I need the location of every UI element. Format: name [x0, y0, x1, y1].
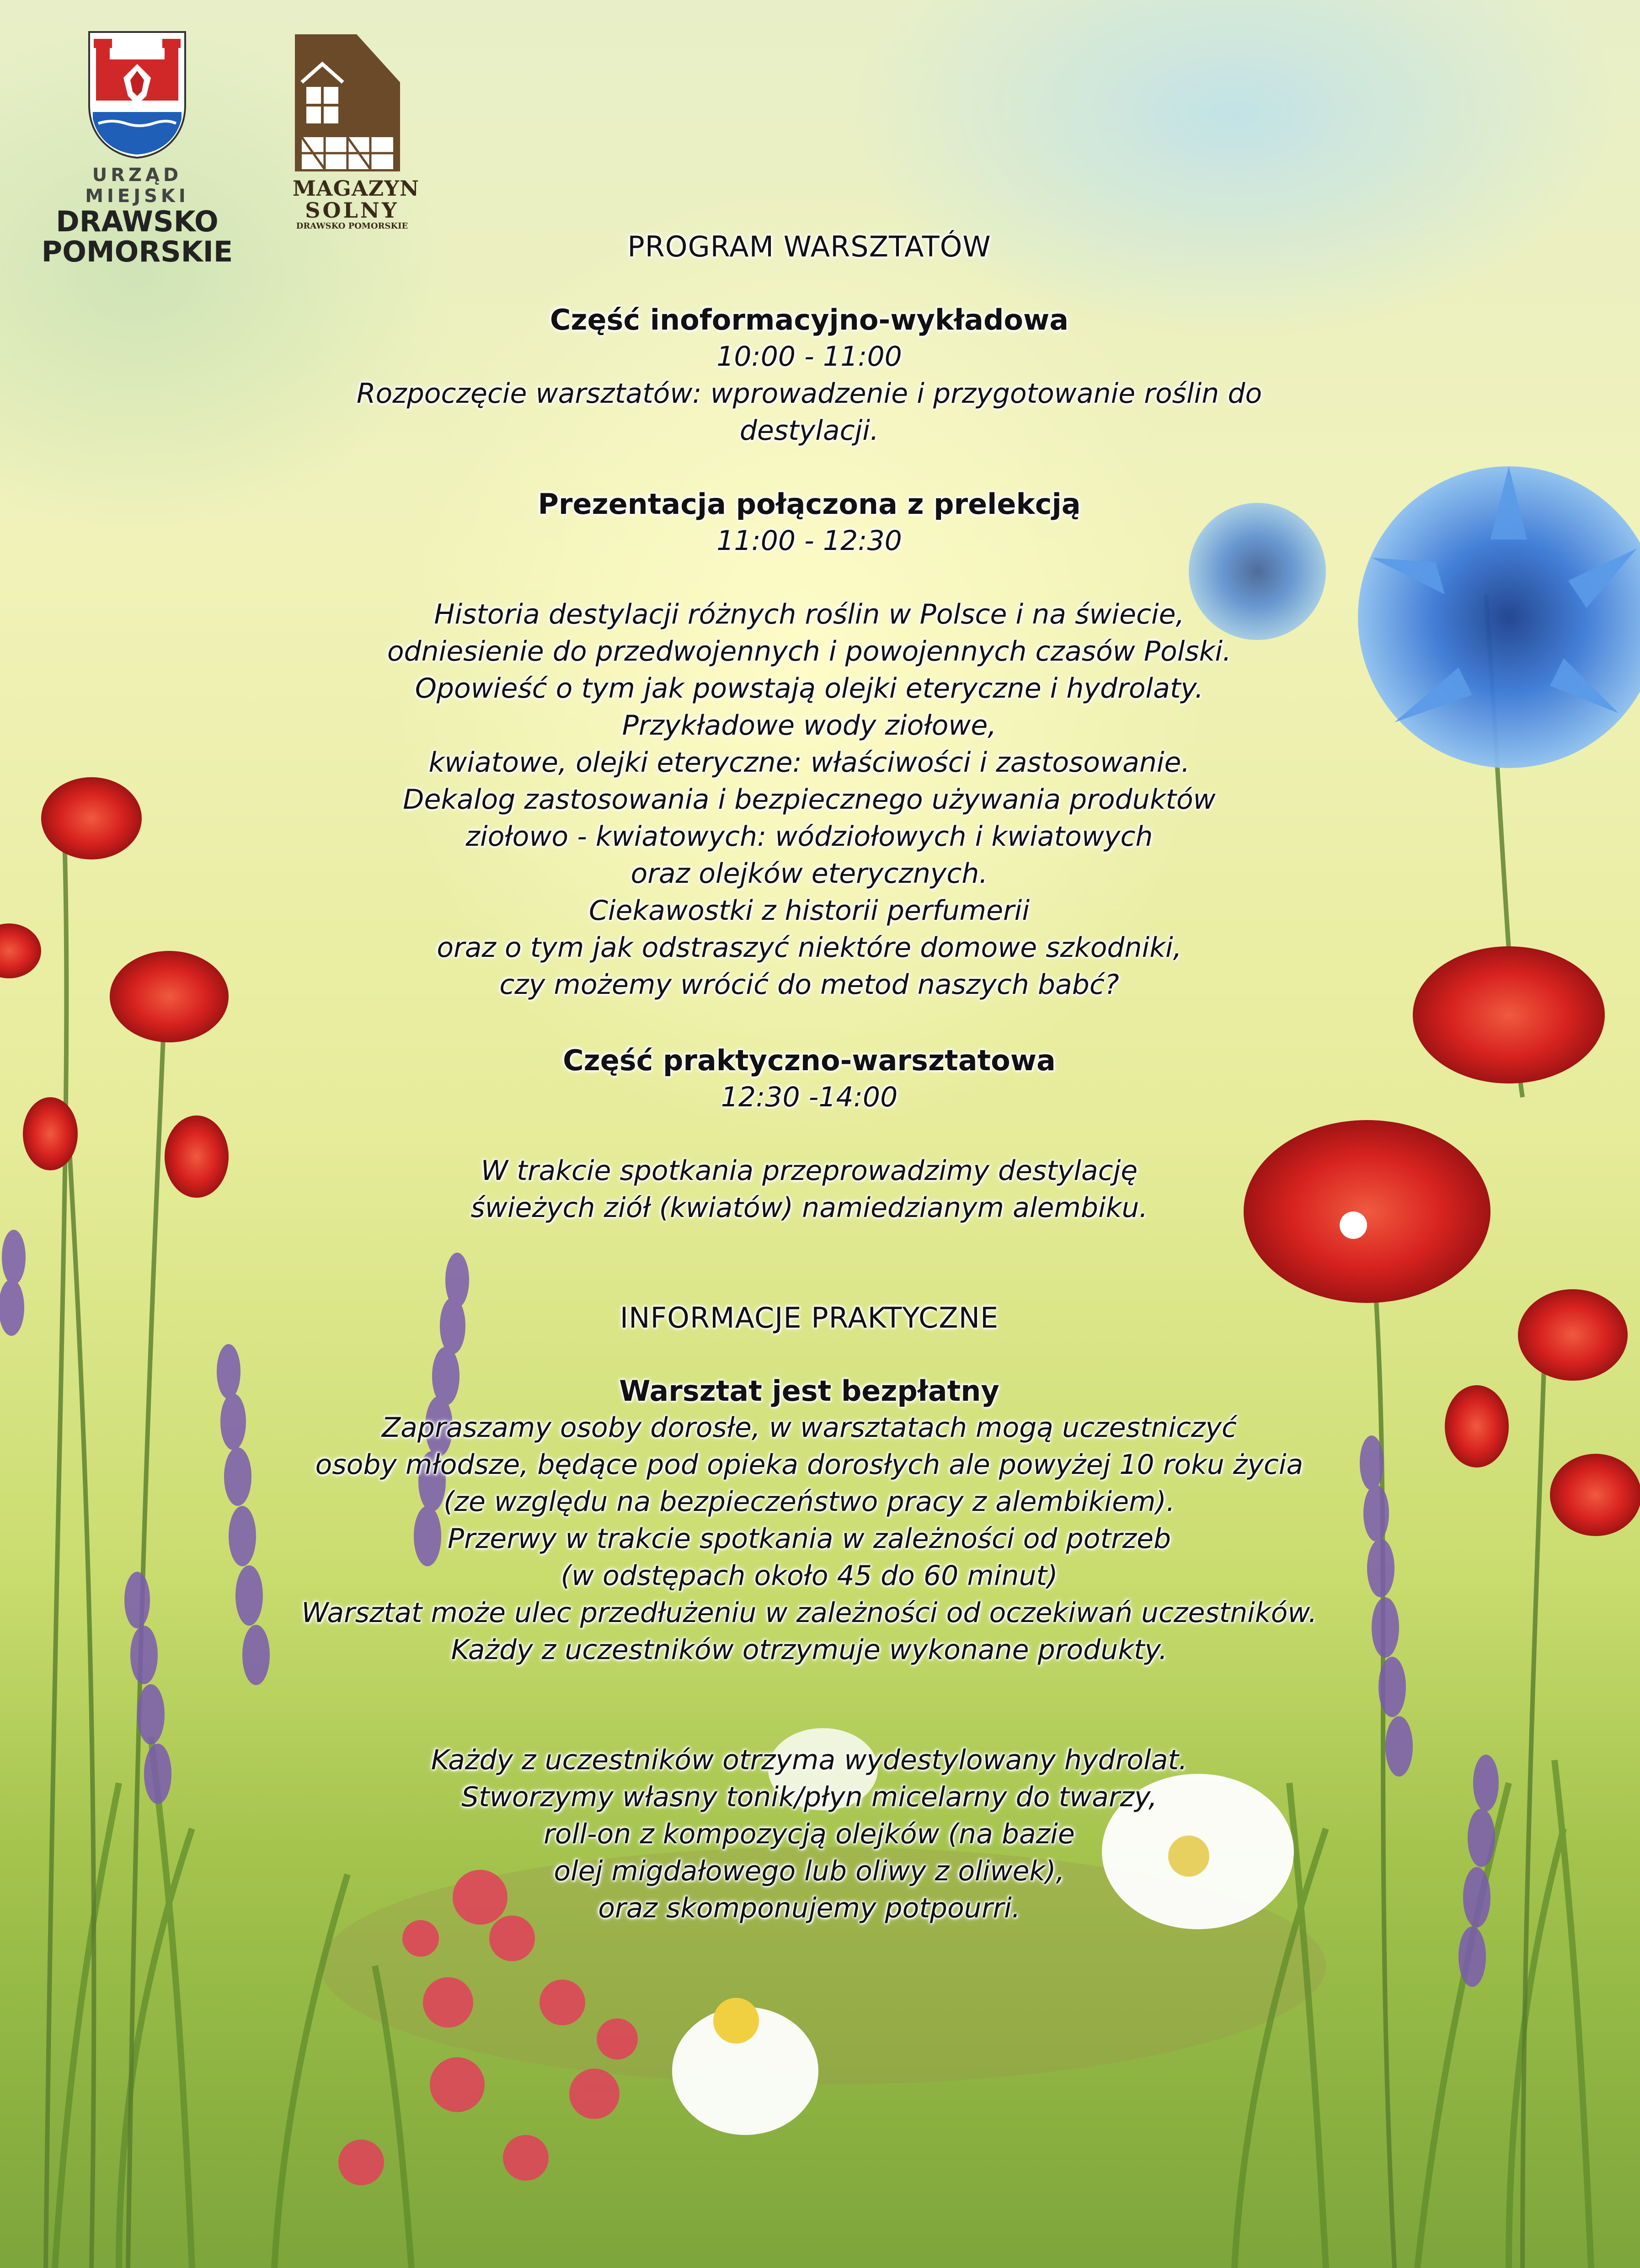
section3-time: 12:30 -14:00	[721, 1081, 898, 1113]
city-crest-icon	[85, 27, 190, 160]
city-logo-line1: URZĄD MIEJSKI	[85, 165, 189, 207]
info-line: (w odstępach około 45 do 60 minut)	[561, 1560, 1058, 1592]
info-line: Warsztat może ulec przedłużeniu w zależności od oczekiwań uczestników.	[301, 1597, 1317, 1629]
section1-line: destylacji.	[739, 415, 879, 447]
info-line: (ze względu na bezpieczeństwo pracy z alembikiem).	[443, 1486, 1175, 1518]
section2-line: Historia destylacji różnych roślin w Polsce i na świecie,	[434, 598, 1185, 630]
section2-line: Opowieść o tym jak powstają olejki eteryczne i hydrolaty.	[415, 672, 1204, 704]
city-logo-line2: DRAWSKO	[56, 205, 219, 238]
closing-line: Każdy z uczestników otrzyma wydestylowany hydrolat.	[431, 1744, 1188, 1776]
section2-line: Dekalog zastosowania i bezpiecznego używania produktów	[403, 784, 1216, 816]
closing-line: Stworzymy własny tonik/płyn micelarny do twarzy,	[461, 1781, 1157, 1813]
section1-line: Rozpoczęcie warsztatów: wprowadzenie i przygotowanie roślin do	[356, 378, 1262, 410]
magazyn-logo	[293, 32, 420, 251]
section2-heading: Prezentacja połączona z prelekcją	[538, 487, 1081, 521]
section2-line: Przykładowe wody ziołowe,	[622, 710, 997, 742]
section2-line: oraz o tym jak odstraszyć niektóre domowe szkodniki,	[437, 932, 1182, 964]
section1-heading: Część inoformacyjno-wykładowa	[550, 303, 1069, 336]
closing-line: roll-on z kompozycją olejków (na bazie	[544, 1818, 1075, 1850]
section3-line: świeżych ziół (kwiatów) namiedzianym alembiku.	[470, 1192, 1148, 1224]
magazyn-house-icon	[293, 32, 402, 174]
section2-line: oraz olejków eterycznych.	[630, 858, 988, 890]
section2-line: ziołowo - kwiatowych: wódziołowych i kwiatowych	[465, 821, 1153, 853]
closing-line: oraz skomponujemy potpourri.	[598, 1892, 1020, 1924]
section1-time: 10:00 - 11:00	[716, 341, 902, 373]
city-logo-line3: POMORSKIE	[41, 235, 233, 268]
info-line: Zapraszamy osoby dorosłe, w warsztatach mogą uczestniczyć	[381, 1412, 1237, 1444]
info-line: Każdy z uczestników otrzymuje wykonane produkty.	[451, 1634, 1168, 1666]
section2-time: 11:00 - 12:30	[716, 525, 902, 557]
magazyn-logo-word1: MAGAZYN	[293, 176, 420, 201]
section2-line: czy możemy wrócić do metod naszych babć?	[499, 969, 1119, 1001]
closing-line: olej migdałowego lub oliwy z oliwek),	[554, 1855, 1065, 1887]
info-heading: Warsztat jest bezpłatny	[619, 1374, 999, 1408]
magazyn-logo-word2: SOLNY	[305, 198, 399, 223]
section2-line: odniesienie do przedwojennych i powojennych czasów Polski.	[387, 635, 1232, 667]
info-line: osoby młodsze, będące pod opieka dorosłych ale powyżej 10 roku życia	[315, 1449, 1303, 1481]
program-content	[192, 229, 1426, 1927]
section2-line: Ciekawostki z historii perfumerii	[588, 895, 1030, 927]
section3-heading: Część praktyczno-warsztatowa	[563, 1044, 1056, 1077]
section3-line: W trakcie spotkania przeprowadzimy destylację	[481, 1155, 1138, 1187]
program-title: PROGRAM WARSZTATÓW	[627, 230, 991, 263]
info-title: INFORMACJE PRAKTYCZNE	[620, 1301, 999, 1334]
magazyn-logo-subtitle: DRAWSKO POMORSKIE	[296, 221, 408, 231]
info-line: Przerwy w trakcie spotkania w zależności od potrzeb	[447, 1523, 1171, 1555]
section2-line: kwiatowe, olejki eteryczne: właściwości i zastosowanie.	[428, 747, 1190, 779]
